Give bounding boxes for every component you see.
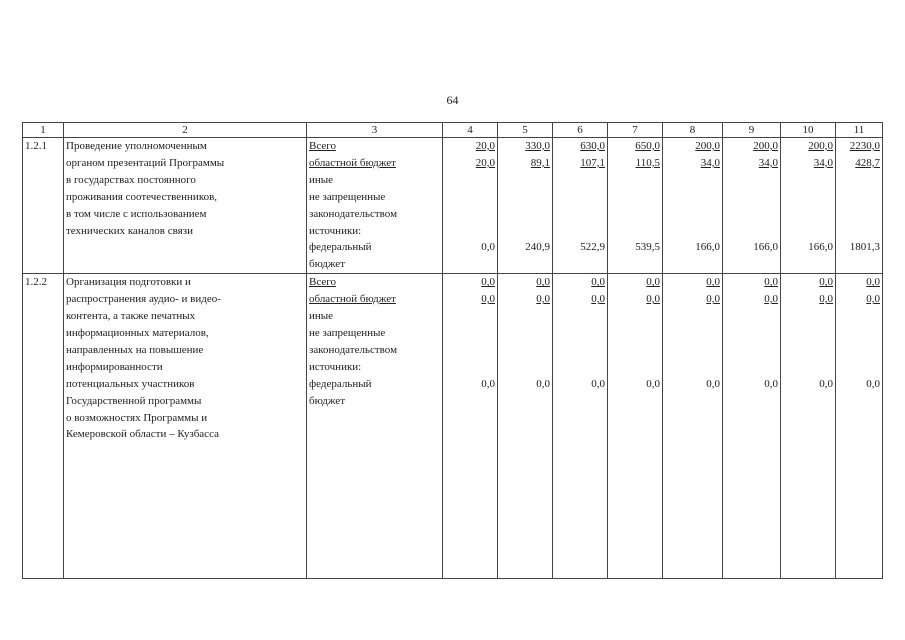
value-regional: 20,0 [475,156,495,169]
value-regional: 0,0 [819,293,833,306]
description-line: направленных на повышение [66,343,204,356]
value-total: 330,0 [525,140,550,152]
value-cell [608,138,663,274]
value-total: 630,0 [580,140,605,152]
row-code: 1.2.2 [23,274,64,579]
value-total: 0,0 [591,276,605,289]
value-federal: 0,0 [481,241,495,254]
source-other-label: не запрещенные [309,190,386,203]
source-federal-label: федеральный [309,377,372,390]
value-cell [723,274,781,579]
row-code: 1.2.1 [23,138,64,274]
source-other-label: законодательством [309,207,398,220]
source-other-label: не запрещенные [309,326,386,339]
source-other-label: источники: [309,360,362,373]
description-line: в том числе с использованием [66,207,207,220]
value-regional: 0,0 [706,293,720,306]
source-other-label: иные [309,173,334,186]
description-line: Проведение уполномоченным [66,140,207,152]
value-regional: 0,0 [591,293,605,306]
value-cell [608,274,663,579]
source-total-label: Всего [309,140,336,152]
value-total: 0,0 [764,276,778,289]
value-federal: 522,9 [580,241,605,254]
value-cell [836,138,883,274]
value-cell [553,274,608,579]
column-header: 4 [443,123,498,138]
description-line: контента, а также печатных [66,310,196,323]
source-other-label: источники: [309,224,362,237]
value-federal: 166,0 [695,241,720,254]
value-federal: 0,0 [536,377,550,390]
value-cell [443,138,498,274]
description-line: Государственной программы [66,394,202,407]
funding-sources [307,138,443,274]
value-regional: 0,0 [536,293,550,306]
column-header: 1 [23,123,64,138]
column-header: 7 [608,123,663,138]
value-cell [663,274,723,579]
budget-table [22,122,883,579]
value-total: 650,0 [635,140,660,152]
value-cell [553,138,608,274]
value-cell [781,274,836,579]
value-regional: 34,0 [813,156,833,169]
source-other-label: законодательством [309,343,398,356]
table-row [23,274,883,579]
description-line: органом презентаций Программы [66,156,225,169]
value-cell [663,138,723,274]
value-cell [723,138,781,274]
column-header: 3 [307,123,443,138]
source-federal-label: федеральный [309,241,372,254]
description-line: проживания соотечественников, [66,190,218,203]
source-federal-label: бюджет [309,394,345,407]
value-regional: 110,5 [635,156,660,169]
column-header: 6 [553,123,608,138]
value-regional: 107,1 [580,156,605,169]
value-total: 0,0 [536,276,550,289]
value-regional: 34,0 [700,156,720,169]
description-line: технических каналов связи [66,224,193,237]
value-cell [443,274,498,579]
funding-sources [307,274,443,579]
value-federal: 166,0 [753,241,778,254]
source-federal-label: бюджет [309,258,345,271]
description-line: информационных материалов, [66,326,209,339]
column-header: 5 [498,123,553,138]
value-regional: 89,1 [530,156,550,169]
value-regional: 0,0 [764,293,778,306]
value-total: 200,0 [808,140,833,152]
source-regional-label: областной бюджет [309,156,396,169]
description-line: Организация подготовки и [66,276,191,289]
value-federal: 0,0 [646,377,660,390]
value-federal: 166,0 [808,241,833,254]
source-other-label: иные [309,310,334,323]
description-line: распространения аудио- и видео- [66,293,221,306]
header-row [23,123,883,138]
value-federal: 0,0 [706,377,720,390]
value-total: 2230,0 [849,140,880,152]
description-line: Кемеровской области – Кузбасса [66,428,219,441]
value-federal: 0,0 [481,377,495,390]
value-federal: 240,9 [525,241,550,254]
value-federal: 1801,3 [849,241,880,254]
value-cell [498,274,553,579]
value-regional: 428,7 [855,156,880,169]
column-header: 8 [663,123,723,138]
description-line: в государствах постоянного [66,173,196,186]
column-header: 2 [64,123,307,138]
value-federal: 0,0 [866,377,880,390]
description-line: о возможностях Программы и [66,411,208,424]
value-regional: 0,0 [646,293,660,306]
value-cell [498,138,553,274]
table-row [23,138,883,274]
value-total: 0,0 [706,276,720,289]
value-total: 0,0 [481,276,495,289]
value-total: 200,0 [753,140,778,152]
value-cell [781,138,836,274]
column-header: 11 [836,123,883,138]
value-total: 0,0 [866,276,880,289]
value-total: 200,0 [695,140,720,152]
source-regional-label: областной бюджет [309,293,396,306]
column-header: 9 [723,123,781,138]
value-federal: 539,5 [635,241,660,254]
page-number: 64 [446,93,459,107]
row-description [64,274,307,579]
row-description [64,138,307,274]
value-total: 0,0 [819,276,833,289]
value-federal: 0,0 [764,377,778,390]
source-total-label: Всего [309,276,336,289]
value-cell [836,274,883,579]
description-line: информированности [66,360,163,373]
description-line: потенциальных участников [66,377,195,390]
value-federal: 0,0 [591,377,605,390]
value-federal: 0,0 [819,377,833,390]
column-header: 10 [781,123,836,138]
value-total: 20,0 [475,140,495,152]
value-regional: 0,0 [481,293,495,306]
value-total: 0,0 [646,276,660,289]
value-regional: 34,0 [758,156,778,169]
value-regional: 0,0 [866,293,880,306]
